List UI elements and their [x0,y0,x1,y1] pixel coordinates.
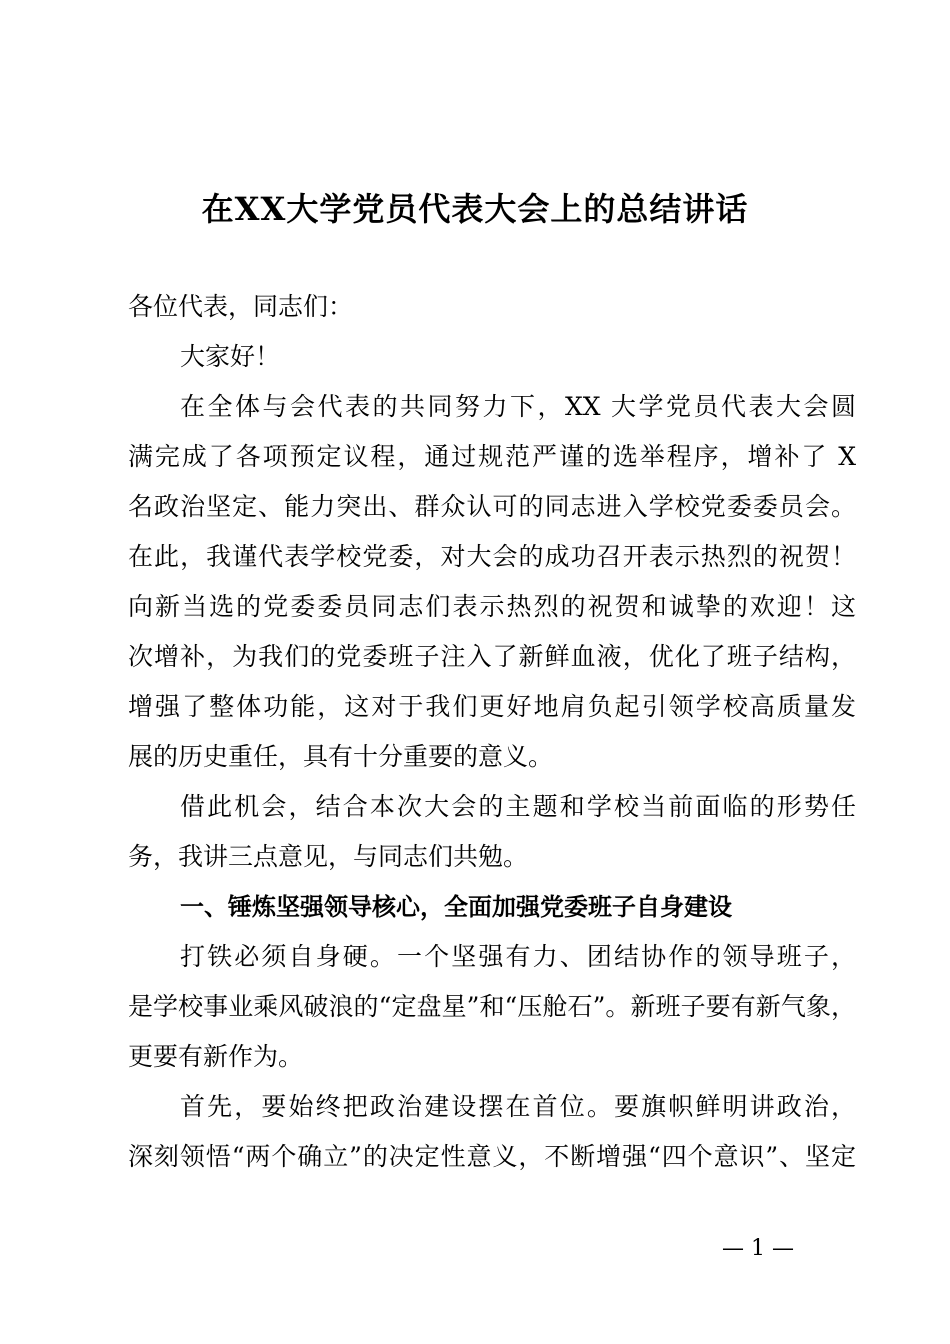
text-line: 大家好！ [180,342,281,371]
text-line: 名政治坚定、能力突出、群众认可的同志进入学校党委委员会。 [128,492,856,521]
section-heading [128,882,856,932]
text-line: 首先，要始终把政治建设摆在首位。要旗帜鲜明讲政治， [180,1092,856,1121]
document-body [128,282,856,1182]
text-line: 次增补，为我们的党委班子注入了新鲜血液，优化了班子结构， [128,642,856,671]
text-line: 增强了整体功能，这对于我们更好地肩负起引领学校高质量发 [128,692,856,721]
text-line: 一、锤炼坚强领导核心，全面加强党委班子自身建设 [180,893,732,921]
text-line: 是学校事业乘风破浪的“定盘星”和“压舱石”。新班子要有新气象， [128,992,856,1021]
text-line: 深刻领悟“两个确立”的决定性意义，不断增强“四个意识”、坚定 [128,1142,856,1171]
text-line: 各位代表，同志们： [128,292,354,321]
text-line: 满完成了各项预定议程，通过规范严谨的选举程序，增补了 X [128,442,856,471]
paragraph [128,1082,856,1182]
salutation [128,282,856,332]
text-line: 在此，我谨代表学校党委，对大会的成功召开表示热烈的祝贺！ [128,542,856,571]
paragraph [128,332,856,382]
text-line: 更要有新作为。 [128,1042,304,1071]
text-line: 借此机会，结合本次大会的主题和学校当前面临的形势任 [180,792,856,821]
text-line: 向新当选的党委委员同志们表示热烈的祝贺和诚挚的欢迎！这 [128,592,856,621]
page-number: — 1 — [722,1236,794,1261]
text-line: 打铁必须自身硬。一个坚强有力、团结协作的领导班子， [180,942,856,971]
document-title: 在XX大学党员代表大会上的总结讲话 [201,190,749,228]
text-line: 展的历史重任，具有十分重要的意义。 [128,742,554,771]
paragraph [128,382,856,782]
text-line: 务，我讲三点意见，与同志们共勉。 [128,842,529,871]
paragraph [128,932,856,1082]
paragraph [128,782,856,882]
text-line: 在全体与会代表的共同努力下，XX 大学党员代表大会圆 [180,392,856,421]
